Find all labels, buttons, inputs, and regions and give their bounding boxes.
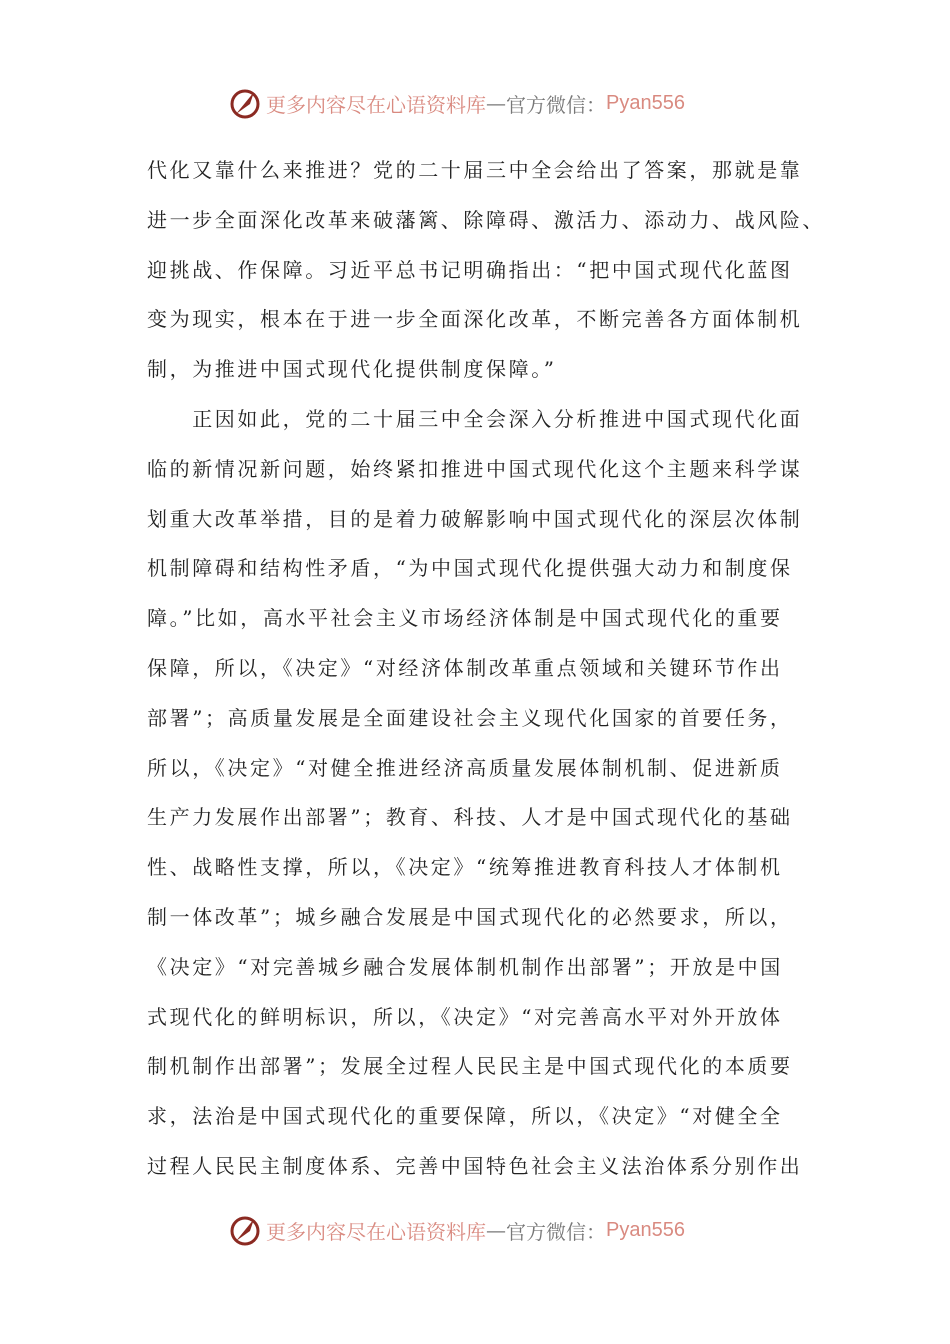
banner-dash: — [486,1218,506,1242]
text-line: 生产力发展作出部署”；教育、科技、人才是中国式现代化的基础 [147,805,793,830]
banner-wechat-label: 官方微信： [506,1219,606,1244]
text-line: 机制障碍和结构性矛盾，“为中国式现代化提供强大动力和制度保 [147,556,793,581]
text-line: 障。”比如，高水平社会主义市场经济体制是中国式现代化的重要 [147,606,783,631]
text-line: 代化又靠什么来推进？党的二十届三中全会给出了答案，那就是靠 [147,158,803,182]
text-line: 部署”；高质量发展是全面建设社会主义现代化国家的首要任务， [147,705,793,730]
text-line: 求，法治是中国式现代化的重要保障，所以，《决定》“对健全全 [147,1104,783,1129]
quill-logo-icon [228,1213,262,1247]
text-line: 进一步全面深化改革来破藩篱、除障碍、激活力、添动力、战风险、 [147,207,825,232]
text-line: 划重大改革举措，目的是着力破解影响中国式现代化的深层次体制 [147,506,803,531]
banner-dash: — [486,91,506,115]
text-line: 所以，《决定》“对健全推进经济高质量发展体制机制、促进新质 [147,755,783,780]
banner-site: 更多内容尽在心语资料库 [266,1219,486,1244]
text-line: 制，为推进中国式现代化提供制度保障。” [147,357,557,382]
text-line: 性、战略性支撑，所以，《决定》“统筹推进教育科技人才体制机 [147,855,783,880]
text-line: 式现代化的鲜明标识，所以，《决定》“对完善高水平对外开放体 [147,1004,783,1029]
text-line: 制一体改革”；城乡融合发展是中国式现代化的必然要求，所以， [147,904,793,929]
banner-wechat-id: Pyan556 [606,1218,685,1241]
text-line: 制机制作出部署”；发展全过程人民民主是中国式现代化的本质要 [147,1054,793,1079]
header-banner [228,85,685,121]
banner-wechat-label: 官方微信： [506,92,606,117]
text-line: 《决定》“对完善城乡融合发展体制机制作出部署”；开放是中国 [147,954,783,979]
document-body [147,155,825,1201]
banner-site: 更多内容尽在心语资料库 [266,92,486,117]
text-line: 变为现实，根本在于进一步全面深化改革，不断完善各方面体制机 [147,307,803,332]
text-line: 临的新情况新问题，始终紧扣推进中国式现代化这个主题来科学谋 [147,456,803,481]
text-line: 正因如此，党的二十届三中全会深入分析推进中国式现代化面 [147,406,803,431]
text-line: 过程人民民主制度体系、完善中国特色社会主义法治体系分别作出 [147,1153,803,1178]
text-line: 迎挑战、作保障。习近平总书记明确指出：“把中国式现代化蓝图 [147,257,793,282]
footer-banner [228,1212,685,1248]
banner-wechat-id: Pyan556 [606,91,685,114]
text-line: 保障，所以，《决定》“对经济体制改革重点领域和关键环节作出 [147,655,783,680]
quill-logo-icon [228,86,262,120]
